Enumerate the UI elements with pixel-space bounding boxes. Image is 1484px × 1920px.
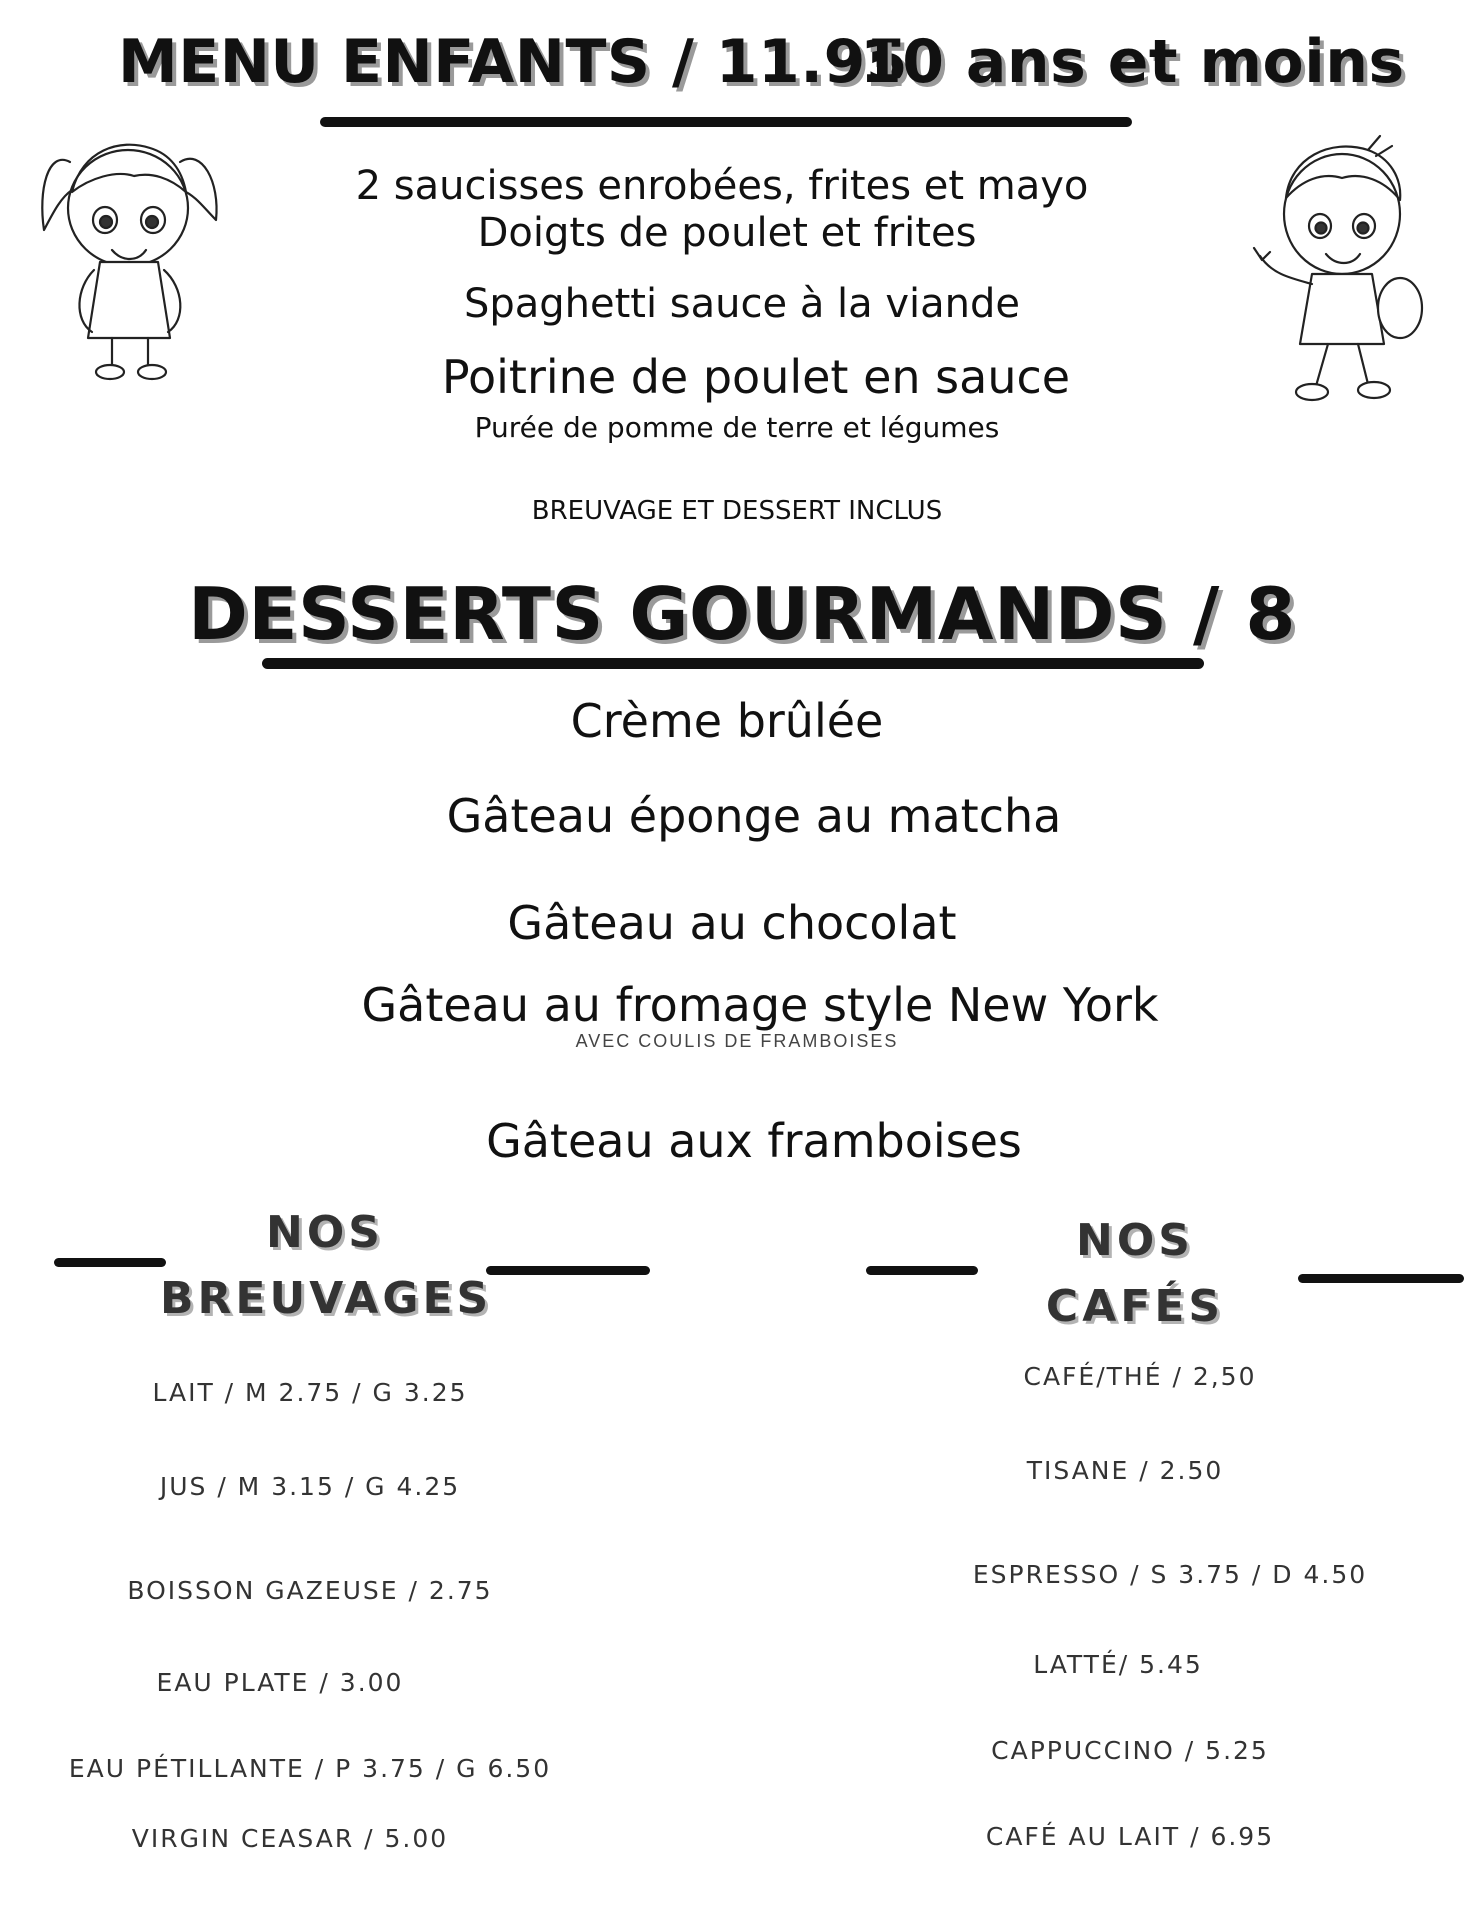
coffee-item: LATTÉ/ 5.45	[1033, 1650, 1203, 1679]
coffee-item: ESPRESSO / S 3.75 / D 4.50	[972, 1560, 1368, 1589]
beverages-rule-left	[54, 1258, 166, 1267]
beverages-rule-right	[486, 1266, 650, 1275]
kids-menu-item-note: Purée de pomme de terre et légumes	[474, 411, 1000, 444]
dessert-item: Gâteau éponge au matcha	[446, 789, 1062, 843]
dessert-item: Gâteau au chocolat	[507, 896, 957, 950]
kids-menu-item: Doigts de poulet et frites	[477, 210, 977, 256]
desserts-underline	[262, 658, 1204, 669]
kids-menu-title-price: MENU ENFANTS / 11.95	[118, 27, 909, 97]
beverage-item: BOISSON GAZEUSE / 2.75	[127, 1576, 493, 1605]
kids-menu-item: 2 saucisses enrobées, frites et mayo	[355, 163, 1089, 209]
dessert-item: Crème brûlée	[570, 694, 884, 748]
dessert-item-note: AVEC COULIS DE FRAMBOISES	[575, 1031, 899, 1051]
coffees-title-line1: NOS	[1076, 1215, 1194, 1266]
kids-menu-age-limit	[860, 22, 1405, 102]
coffee-item: CAPPUCCINO / 5.25	[991, 1736, 1269, 1765]
beverages-title-line2: BREUVAGES	[160, 1273, 493, 1324]
beverage-item: LAIT / M 2.75 / G 3.25	[152, 1378, 468, 1407]
beverages-title-line1: NOS	[266, 1207, 384, 1258]
kids-menu-item: Poitrine de poulet en sauce	[441, 350, 1071, 404]
coffee-item: CAFÉ/THÉ / 2,50	[1023, 1362, 1257, 1391]
beverages-title	[160, 1200, 493, 1332]
kids-menu-title	[118, 22, 908, 102]
coffee-item: CAFÉ AU LAIT / 6.95	[985, 1822, 1275, 1851]
beverage-item: VIRGIN CEASAR / 5.00	[131, 1824, 449, 1853]
coffee-item: TISANE / 2.50	[1026, 1456, 1224, 1485]
coffees-title	[990, 1208, 1280, 1340]
dessert-item: Gâteau aux framboises	[486, 1114, 1022, 1168]
kids-menu-item: Spaghetti sauce à la viande	[463, 281, 1021, 327]
coffees-rule-right	[1298, 1274, 1464, 1283]
dessert-item: Gâteau au fromage style New York	[361, 978, 1159, 1032]
beverage-item: EAU PÉTILLANTE / P 3.75 / G 6.50	[68, 1754, 552, 1783]
kids-menu-underline	[320, 117, 1132, 127]
coffees-rule-left	[866, 1266, 978, 1275]
coffees-title-line2: CAFÉS	[1045, 1281, 1225, 1332]
beverage-item: JUS / M 3.15 / G 4.25	[159, 1472, 461, 1501]
desserts-title: DESSERTS GOURMANDS / 8	[188, 572, 1296, 656]
beverage-item: EAU PLATE / 3.00	[156, 1668, 404, 1697]
kids-menu-age-text: 10 ans et moins	[860, 27, 1405, 97]
kids-menu-included-note: BREUVAGE ET DESSERT INCLUS	[531, 496, 943, 526]
